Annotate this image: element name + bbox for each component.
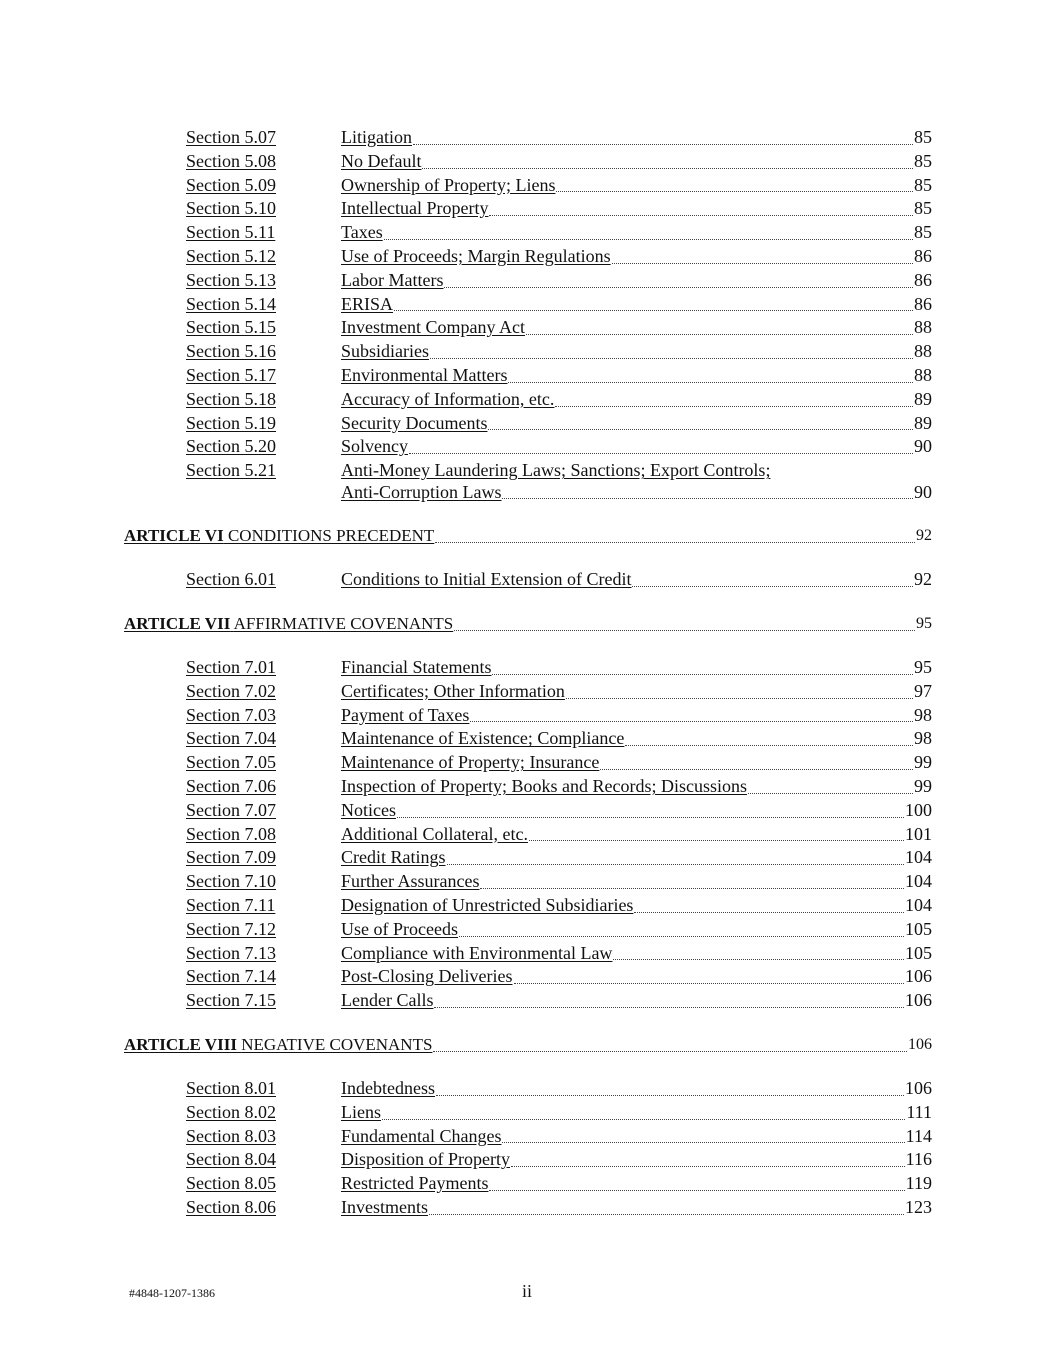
section-number-link[interactable]: Section 7.02 (186, 680, 276, 701)
section-title-link[interactable]: ERISA (341, 293, 394, 314)
section-number-link[interactable]: Section 8.01 (186, 1077, 276, 1098)
section-number-link[interactable]: Section 5.12 (186, 245, 276, 266)
dot-leader (612, 263, 913, 264)
toc-entry-section-5-20[interactable] (124, 435, 932, 459)
section-title-link[interactable]: Taxes (341, 222, 383, 243)
section-number-link[interactable]: Section 5.15 (186, 317, 276, 338)
page-number: 98 (914, 728, 932, 749)
dot-leader (394, 310, 913, 311)
section-number-link[interactable]: Section 7.01 (186, 656, 276, 677)
dot-leader (625, 745, 913, 746)
section-number-link[interactable]: Section 5.17 (186, 364, 276, 385)
dot-leader (634, 912, 904, 913)
section-number-link[interactable]: Section 7.06 (186, 775, 276, 796)
toc-entry-section-8-01[interactable] (124, 1077, 932, 1101)
page-number: 119 (905, 1173, 932, 1194)
page-number: 104 (905, 847, 932, 868)
section-number-link[interactable]: Section 5.13 (186, 269, 276, 290)
section-title-link[interactable]: Intellectual Property (341, 198, 489, 219)
toc-entry-section-7-09[interactable] (124, 846, 932, 870)
toc-entry-section-7-04[interactable] (124, 727, 932, 751)
page-number: 104 (905, 894, 932, 915)
article-vii-section-list (124, 656, 932, 1013)
toc-entry-section-7-05[interactable] (124, 751, 932, 775)
article-heading-link[interactable]: ARTICLE VI CONDITIONS PRECEDENT (124, 526, 435, 546)
dot-leader (492, 674, 913, 675)
section-number-link[interactable]: Section 8.02 (186, 1101, 276, 1122)
section-number-link[interactable]: Section 8.06 (186, 1196, 276, 1217)
page-number: 92 (914, 569, 932, 590)
section-number-link[interactable]: Section 5.19 (186, 412, 276, 433)
section-title-link[interactable]: Lender Calls (341, 990, 434, 1011)
section-number-link[interactable]: Section 5.10 (186, 198, 276, 219)
page-number-footer: ii (522, 1281, 533, 1301)
section-title-link[interactable]: Designation of Unrestricted Subsidiaries (341, 894, 634, 915)
toc-entry-section-7-07[interactable] (124, 799, 932, 823)
section-number-link[interactable]: Section 6.01 (186, 569, 276, 590)
section-title-link[interactable]: Certificates; Other Information (341, 680, 565, 701)
toc-entry-section-7-01[interactable] (124, 656, 932, 680)
dot-leader (502, 1142, 904, 1143)
section-number-link[interactable]: Section 8.05 (186, 1173, 276, 1194)
section-title-link[interactable]: Use of Proceeds; Margin Regulations (341, 245, 611, 266)
section-number-link[interactable]: Section 5.09 (186, 174, 276, 195)
dot-leader (433, 1051, 907, 1052)
page-number: 101 (905, 823, 932, 844)
dot-leader (508, 382, 913, 383)
toc-entry-section-5-11[interactable] (124, 221, 932, 245)
section-title-link-line2[interactable]: Anti-Corruption Laws (341, 482, 502, 503)
page-number: 86 (914, 245, 932, 266)
section-title-link[interactable]: Labor Matters (341, 269, 444, 290)
section-title-link[interactable]: Maintenance of Existence; Compliance (341, 728, 625, 749)
dot-leader (429, 1214, 904, 1215)
article-heading-link[interactable]: ARTICLE VII AFFIRMATIVE COVENANTS (124, 613, 454, 633)
section-title-link[interactable]: Investments (341, 1196, 428, 1217)
section-number-link[interactable]: Section 7.11 (186, 894, 276, 915)
dot-leader (444, 287, 913, 288)
toc-entry-section-7-15[interactable] (124, 989, 932, 1013)
toc-entry-section-7-11[interactable] (124, 894, 932, 918)
section-number-link[interactable]: Section 5.21 (186, 460, 276, 481)
page-number: 85 (914, 198, 932, 219)
section-number-link[interactable]: Section 5.11 (186, 222, 276, 243)
dot-leader (454, 630, 915, 631)
toc-entry-section-5-21[interactable] (124, 459, 932, 504)
page-number: 86 (914, 293, 932, 314)
page-number: 111 (906, 1101, 932, 1122)
page-number: 85 (914, 150, 932, 171)
page-number: 104 (905, 871, 932, 892)
toc-entry-section-5-19[interactable] (124, 412, 932, 436)
section-number-link[interactable]: Section 7.10 (186, 871, 276, 892)
article-viii-section-list (124, 1077, 932, 1220)
dot-leader (447, 864, 905, 865)
toc-entry-section-7-12[interactable] (124, 918, 932, 942)
toc-entry-section-5-09[interactable] (124, 174, 932, 198)
dot-leader (489, 1190, 904, 1191)
section-title-link[interactable]: Conditions to Initial Extension of Credit (341, 569, 632, 590)
toc-entry-section-7-03[interactable] (124, 704, 932, 728)
section-title-link-line1[interactable]: Anti-Money Laundering Laws; Sanctions; Export Controls; (341, 460, 771, 481)
section-title-link[interactable]: Indebtedness (341, 1077, 435, 1098)
toc-entry-section-8-04[interactable] (124, 1148, 932, 1172)
section-number-link[interactable]: Section 7.13 (186, 942, 276, 963)
dot-leader (409, 453, 913, 454)
page-number: 92 (916, 527, 932, 545)
toc-entry-section-5-08[interactable] (124, 150, 932, 174)
section-number-link[interactable]: Section 5.18 (186, 388, 276, 409)
section-number-link[interactable]: Section 5.16 (186, 341, 276, 362)
section-number-link[interactable]: Section 5.07 (186, 127, 276, 147)
section-title-link[interactable]: Notices (341, 799, 396, 820)
toc-entry-section-7-08[interactable] (124, 823, 932, 847)
dot-leader (488, 429, 913, 430)
dot-leader (397, 817, 904, 818)
toc-article-vii[interactable] (124, 612, 932, 636)
page-number: 106 (905, 990, 932, 1011)
dot-leader (529, 840, 904, 841)
page-number: 86 (914, 269, 932, 290)
section-number-link[interactable]: Section 8.03 (186, 1125, 276, 1146)
page-number: 106 (905, 1077, 932, 1098)
toc-entry-section-7-14[interactable] (124, 965, 932, 989)
page-number: 105 (905, 942, 932, 963)
toc-entry-section-6-01[interactable] (124, 568, 932, 592)
section-number-link[interactable]: Section 7.04 (186, 728, 276, 749)
dot-leader (555, 406, 913, 407)
page-number: 90 (914, 482, 932, 503)
toc-article-viii[interactable] (124, 1033, 932, 1057)
section-title-link[interactable]: Disposition of Property (341, 1149, 510, 1170)
dot-leader (430, 358, 913, 359)
page-number: 106 (908, 1035, 932, 1053)
dot-leader (600, 769, 913, 770)
section-title-link[interactable]: Financial Statements (341, 656, 492, 677)
toc-entry-section-7-02[interactable] (124, 680, 932, 704)
section-title-link[interactable]: Use of Proceeds (341, 918, 458, 939)
section-number-link[interactable]: Section 8.04 (186, 1149, 276, 1170)
dot-leader (422, 168, 913, 169)
toc-entry-section-5-12[interactable] (124, 245, 932, 269)
table-of-contents (124, 126, 932, 1220)
page-number: 88 (914, 317, 932, 338)
dot-leader (566, 698, 913, 699)
dot-leader (489, 215, 913, 216)
section-title-link[interactable]: Additional Collateral, etc. (341, 823, 528, 844)
article-vi-section-list (124, 568, 932, 592)
section-number-link[interactable]: Section 7.03 (186, 704, 276, 725)
dot-leader (436, 1095, 904, 1096)
page-number: 100 (905, 799, 932, 820)
article-heading-link[interactable]: ARTICLE VIII NEGATIVE COVENANTS (124, 1034, 433, 1054)
dot-leader (632, 586, 913, 587)
page-number: 88 (914, 341, 932, 362)
toc-entry-section-7-10[interactable] (124, 870, 932, 894)
page-number: 90 (914, 436, 932, 457)
section-title-link[interactable]: Solvency (341, 436, 408, 457)
toc-entry-section-5-13[interactable] (124, 269, 932, 293)
toc-entry-section-8-06[interactable] (124, 1196, 932, 1220)
toc-entry-section-8-05[interactable] (124, 1172, 932, 1196)
toc-entry-section-7-13[interactable] (124, 942, 932, 966)
section-number-link[interactable]: Section 7.12 (186, 918, 276, 939)
section-title-link[interactable]: Post-Closing Deliveries (341, 966, 513, 987)
dot-leader (434, 1007, 904, 1008)
page-number: 105 (905, 918, 932, 939)
page-number: 99 (914, 775, 932, 796)
section-title-link[interactable]: Fundamental Changes (341, 1125, 502, 1146)
section-title-link[interactable]: Liens (341, 1101, 381, 1122)
dot-leader (511, 1166, 905, 1167)
page-number: 85 (914, 174, 932, 195)
section-title-link[interactable]: Investment Company Act (341, 317, 525, 338)
dot-leader (459, 936, 904, 937)
section-title-link[interactable]: Credit Ratings (341, 847, 446, 868)
dot-leader (382, 1119, 905, 1120)
page-number: 116 (905, 1149, 932, 1170)
section-title-link[interactable]: Further Assurances (341, 871, 480, 892)
page-number: 85 (914, 222, 932, 243)
dot-leader (470, 721, 913, 722)
toc-entry-section-8-03[interactable] (124, 1125, 932, 1149)
section-title-link[interactable]: No Default (341, 150, 422, 171)
page-number: 99 (914, 752, 932, 773)
toc-entry-section-8-02[interactable] (124, 1101, 932, 1125)
dot-leader (502, 498, 913, 499)
dot-leader (613, 959, 904, 960)
toc-entry-section-5-16[interactable] (124, 340, 932, 364)
toc-entry-section-5-17[interactable] (124, 364, 932, 388)
section-title-link[interactable]: Payment of Taxes (341, 704, 470, 725)
toc-entry-section-5-10[interactable] (124, 197, 932, 221)
section-number-link[interactable]: Section 7.15 (186, 990, 276, 1011)
section-title-link[interactable]: Inspection of Property; Books and Records; Discussions (341, 775, 747, 796)
section-number-link[interactable]: Section 5.20 (186, 436, 276, 457)
section-title-link[interactable]: Restricted Payments (341, 1173, 489, 1194)
section-number-link[interactable]: Section 7.07 (186, 799, 276, 820)
page-number: 98 (914, 704, 932, 725)
section-title-link[interactable]: Subsidiaries (341, 341, 429, 362)
dot-leader (526, 334, 913, 335)
section-number-link[interactable]: Section 7.14 (186, 966, 276, 987)
dot-leader (480, 888, 904, 889)
page-number: 95 (916, 614, 932, 632)
toc-article-vi[interactable] (124, 524, 932, 548)
dot-leader (556, 191, 913, 192)
page-number: 89 (914, 388, 932, 409)
dot-leader (514, 983, 905, 984)
page-number: 114 (905, 1125, 932, 1146)
page-number: 88 (914, 364, 932, 385)
section-title-link[interactable]: Ownership of Property; Liens (341, 174, 556, 195)
toc-entry-section-5-18[interactable] (124, 388, 932, 412)
dot-leader (748, 793, 913, 794)
page-number: 89 (914, 412, 932, 433)
page-number: 106 (905, 966, 932, 987)
toc-entry-section-5-15[interactable] (124, 316, 932, 340)
section-title-link[interactable]: Accuracy of Information, etc. (341, 388, 555, 409)
section-number-link[interactable]: Section 5.14 (186, 293, 276, 314)
page-number: 85 (914, 127, 932, 147)
dot-leader (413, 144, 913, 145)
section-title-link[interactable]: Compliance with Environmental Law (341, 942, 613, 963)
section-title-link[interactable]: Maintenance of Property; Insurance (341, 752, 600, 773)
toc-entry-section-7-06[interactable] (124, 775, 932, 799)
page-number: 97 (914, 680, 932, 701)
section-number-link[interactable]: Section 7.09 (186, 847, 276, 868)
article-v-section-list (124, 126, 932, 459)
section-title-link[interactable]: Litigation (341, 127, 412, 147)
section-number-link[interactable]: Section 7.05 (186, 752, 276, 773)
dot-leader (435, 542, 915, 543)
page-number: 95 (914, 656, 932, 677)
document-id: #4848-1207-1386 (129, 1286, 215, 1300)
section-number-link[interactable]: Section 5.08 (186, 150, 276, 171)
section-title-link[interactable]: Security Documents (341, 412, 488, 433)
toc-entry-section-5-14[interactable] (124, 293, 932, 317)
toc-entry-section-5-07[interactable] (124, 126, 932, 150)
page-number: 123 (905, 1196, 932, 1217)
section-number-link[interactable]: Section 7.08 (186, 823, 276, 844)
dot-leader (384, 239, 913, 240)
section-title-link[interactable]: Environmental Matters (341, 364, 508, 385)
